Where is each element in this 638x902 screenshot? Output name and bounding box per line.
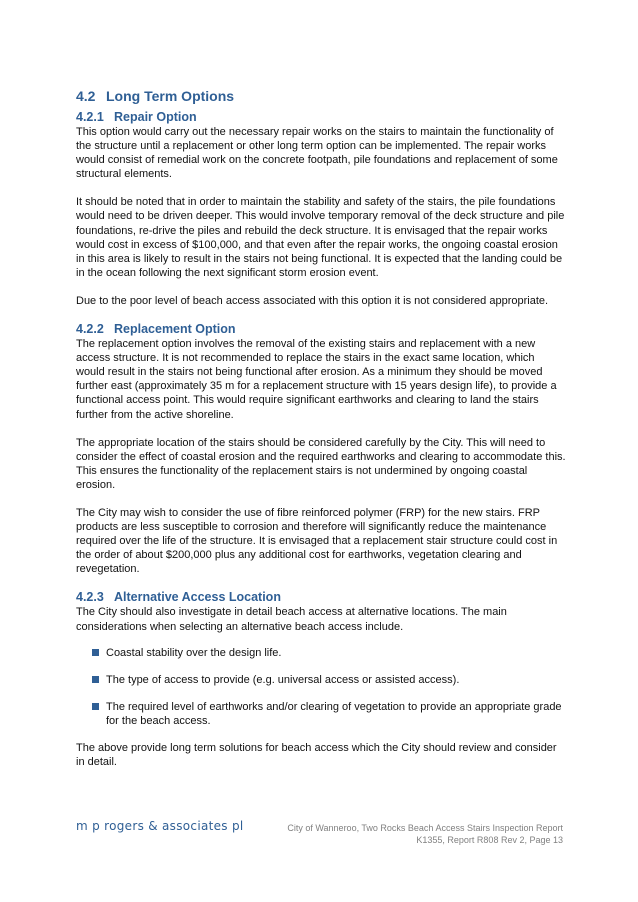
list-item [76, 646, 566, 660]
paragraph: The appropriate location of the stairs should be considered carefully by the City. This will need to consider the effect of coastal erosion and the required earthworks and clearing to accommodate this. This ensures the functionality of the replacement stairs is not undermined by ongoing coastal erosion. [76, 436, 566, 491]
subsection-title: Alternative Access Location [114, 590, 281, 605]
square-bullet-icon [92, 676, 99, 683]
list-item-text: The type of access to provide (e.g. universal access or assisted access). [106, 673, 460, 686]
subsection-number: 4.2.1 [76, 110, 104, 124]
list-item-text: Coastal stability over the design life. [106, 646, 282, 659]
section-heading [76, 88, 566, 104]
paragraph: The City may wish to consider the use of fibre reinforced polymer (FRP) for the new stairs. FRP products are less susceptible to corrosion and therefore will significantly reduce the maintenance required over the life of the structure. It is envisaged that a replacement stair structure could cost in the order of about $200,000 plus any additional cost for earthworks, vegetation clearing and revegetation. [76, 506, 558, 576]
square-bullet-icon [92, 649, 99, 656]
considerations-list [76, 646, 566, 728]
paragraph: It should be noted that in order to maintain the stability and safety of the stairs, the pile foundations would need to be driven deeper. This would involve temporary removal of the deck structure and pile foundations, re-drive the piles and rebuild the deck structure. It is envisaged that the repair works would cost in excess of $100,000, and that even after the repair works, the ongoing coastal erosion in this area is likely to result in the stairs not being functional. It is expected that the landing could be in the ocean following the next significant storm erosion event. [76, 196, 565, 279]
subsection-heading-repair [76, 110, 566, 124]
subsection-heading-alternative-access [76, 590, 566, 604]
paragraph: The City should also investigate in detail beach access at alternative locations. The main considerations when selecting an alternative beach access include. [76, 606, 507, 633]
report-reference [287, 822, 563, 846]
section-number: 4.2 [76, 88, 96, 104]
list-item [76, 673, 566, 687]
paragraph: Due to the poor level of beach access associated with this option it is not considered appropriate. [76, 294, 549, 307]
paragraph: The above provide long term solutions for beach access which the City should review and consider in detail. [76, 742, 557, 769]
list-item [76, 700, 566, 728]
paragraph: The replacement option involves the removal of the existing stairs and replacement with a new access structure. It is not recommended to replace the stairs in the exact same location, which would result in the stairs not being functional after erosion. As a minimum they should be moved further east (approximately 35 m for a replacement structure with 15 years design life), to provide a functional access point. This would require significant earthworks and clearing to land the stairs further from the active shoreline. [76, 338, 557, 421]
subsection-title: Repair Option [114, 110, 197, 124]
square-bullet-icon [92, 703, 99, 710]
subsection-heading-replacement [76, 322, 566, 336]
report-title-line: City of Wanneroo, Two Rocks Beach Access Stairs Inspection Report [287, 823, 563, 833]
subsection-number: 4.2.2 [76, 322, 104, 337]
paragraph: This option would carry out the necessary repair works on the stairs to maintain the functionality of the structure until a replacement or other long term option can be implemented. The repair works would consist of remedial work on the concrete footpath, pile foundations and replacement of some structural elements. [76, 126, 558, 181]
subsection-number: 4.2.3 [76, 590, 104, 605]
subsection-title: Replacement Option [114, 322, 236, 337]
report-page-line: K1355, Report R808 Rev 2, Page 13 [416, 835, 563, 845]
document-body [76, 88, 566, 783]
section-title: Long Term Options [106, 88, 235, 104]
company-logo: m p rogers & associates pl [76, 819, 244, 833]
list-item-text: The required level of earthworks and/or clearing of vegetation to provide an appropriate grade for the beach access. [106, 700, 562, 727]
